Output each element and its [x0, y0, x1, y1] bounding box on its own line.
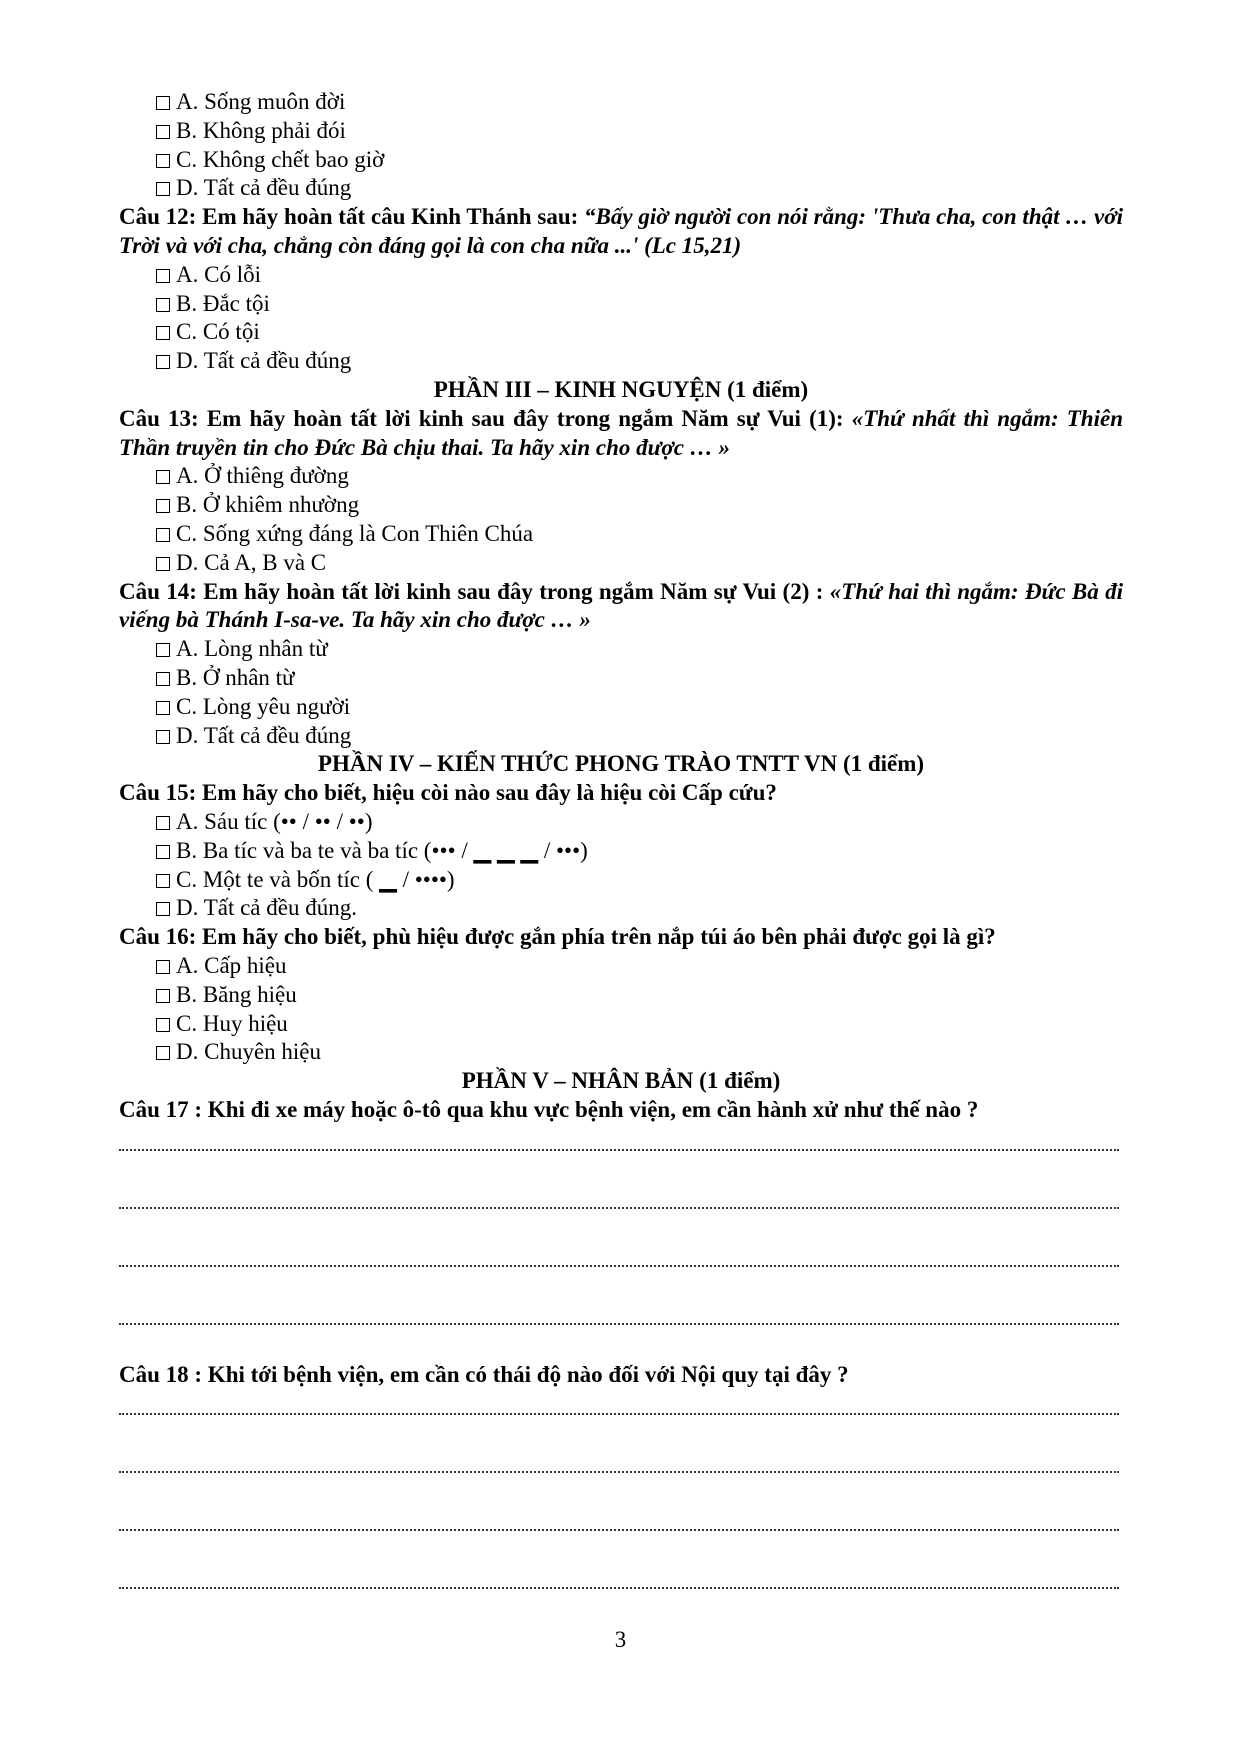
q15-option-a[interactable]: A. Sáu tíc (•• / •• / ••): [119, 808, 1123, 837]
checkbox-icon[interactable]: [156, 528, 170, 542]
checkbox-icon[interactable]: [156, 1018, 170, 1032]
answer-line[interactable]: [119, 1389, 1119, 1415]
checkbox-icon[interactable]: [156, 326, 170, 340]
checkbox-icon[interactable]: [156, 643, 170, 657]
answer-line[interactable]: [119, 1531, 1119, 1589]
checkbox-icon[interactable]: [156, 816, 170, 830]
spacer: [119, 1325, 1123, 1361]
answer-line[interactable]: [119, 1473, 1119, 1531]
q12-option-a[interactable]: A. Có lỗi: [119, 261, 1123, 290]
q14-option-a[interactable]: A. Lòng nhân từ: [119, 635, 1123, 664]
checkbox-icon[interactable]: [156, 355, 170, 369]
q15-question: Câu 15: Em hãy cho biết, hiệu còi nào sau đây là hiệu còi Cấp cứu?: [119, 780, 777, 806]
q16-option-a[interactable]: A. Cấp hiệu: [119, 952, 1123, 981]
q13-option-a[interactable]: A. Ở thiêng đường: [119, 462, 1123, 491]
q13-option-d[interactable]: D. Cả A, B và C: [119, 549, 1123, 578]
checkbox-icon[interactable]: [156, 874, 170, 888]
page-number: 3: [614, 1627, 627, 1652]
checkbox-icon[interactable]: [156, 989, 170, 1003]
checkbox-icon[interactable]: [156, 154, 170, 168]
q15-option-b[interactable]: B. Ba tíc và ba te và ba tíc (••• / ▁ ▁ ▁ / •••): [119, 837, 1123, 866]
checkbox-icon[interactable]: [156, 557, 170, 571]
q13-option-b[interactable]: B. Ở khiêm nhường: [119, 491, 1123, 520]
checkbox-icon[interactable]: [156, 182, 170, 196]
q14-option-d[interactable]: D. Tất cả đều đúng: [119, 722, 1123, 751]
q12-option-c[interactable]: C. Có tội: [119, 318, 1123, 347]
q16-option-c[interactable]: C. Huy hiệu: [119, 1010, 1123, 1039]
answer-line[interactable]: [119, 1415, 1119, 1473]
checkbox-icon[interactable]: [156, 1046, 170, 1060]
checkbox-icon[interactable]: [156, 269, 170, 283]
q14-question: Câu 14: Em hãy hoàn tất lời kinh sau đây trong ngắm Năm sự Vui (2) : «Thứ hai thì ngắm: Đức Bà đi viếng bà Thánh I-sa-ve. Ta hãy xin cho được … »: [119, 578, 1124, 633]
answer-line[interactable]: [119, 1267, 1119, 1325]
q16-option-d[interactable]: D. Chuyên hiệu: [119, 1038, 1123, 1067]
checkbox-icon[interactable]: [156, 701, 170, 715]
checkbox-icon[interactable]: [156, 960, 170, 974]
q11-option-c[interactable]: C. Không chết bao giờ: [119, 146, 1123, 175]
checkbox-icon[interactable]: [156, 902, 170, 916]
q15-option-d[interactable]: D. Tất cả đều đúng.: [119, 894, 1123, 923]
answer-line[interactable]: [119, 1151, 1119, 1209]
checkbox-icon[interactable]: [156, 672, 170, 686]
checkbox-icon[interactable]: [156, 470, 170, 484]
q14-option-c[interactable]: C. Lòng yêu người: [119, 693, 1123, 722]
q16-option-b[interactable]: B. Băng hiệu: [119, 981, 1123, 1010]
q11-options: [119, 88, 1123, 203]
q12-question: Câu 12: Em hãy hoàn tất câu Kinh Thánh sau: “Bấy giờ người con nói rằng: 'Thưa cha, con thật … với Trời và với cha, chẳng còn đáng gọi là con cha nữa ...' (Lc 15,21): [119, 204, 1123, 258]
checkbox-icon[interactable]: [156, 298, 170, 312]
checkbox-icon[interactable]: [156, 730, 170, 744]
section-heading-3: PHẦN III – KINH NGUYỆN (1 điểm): [433, 376, 809, 402]
q13-question: Câu 13: Em hãy hoàn tất lời kinh sau đây trong ngắm Năm sự Vui (1): «Thứ nhất thì ngắm: Thiên Thần truyền tin cho Đức Bà chịu thai. Ta hãy xin cho được … »: [119, 405, 1123, 460]
q12-option-b[interactable]: B. Đắc tội: [119, 290, 1123, 319]
q12-option-d[interactable]: D. Tất cả đều đúng: [119, 347, 1123, 376]
answer-line[interactable]: [119, 1125, 1119, 1151]
section-heading-5: PHẦN V – NHÂN BẢN (1 điểm): [461, 1068, 781, 1094]
q14-option-b[interactable]: B. Ở nhân từ: [119, 664, 1123, 693]
q11-option-a[interactable]: A. Sống muôn đời: [119, 88, 1123, 117]
checkbox-icon[interactable]: [156, 96, 170, 110]
answer-line[interactable]: [119, 1209, 1119, 1267]
q13-option-c[interactable]: C. Sống xứng đáng là Con Thiên Chúa: [119, 520, 1123, 549]
section-heading-4: PHẦN IV – KIẾN THỨC PHONG TRÀO TNTT VN (1 điểm): [317, 751, 925, 777]
q15-option-c[interactable]: C. Một te và bốn tíc ( ▁ / ••••): [119, 866, 1123, 895]
q16-question: Câu 16: Em hãy cho biết, phù hiệu được gắn phía trên nắp túi áo bên phải được gọi là gì?: [119, 924, 996, 950]
q11-option-b[interactable]: B. Không phải đói: [119, 117, 1123, 146]
q11-option-d[interactable]: D. Tất cả đều đúng: [119, 174, 1123, 203]
checkbox-icon[interactable]: [156, 499, 170, 513]
checkbox-icon[interactable]: [156, 125, 170, 139]
q18-question: Câu 18 : Khi tới bệnh viện, em cần có thái độ nào đối với Nội quy tại đây ?: [119, 1361, 849, 1387]
checkbox-icon[interactable]: [156, 845, 170, 859]
page-content: [119, 88, 1123, 1589]
q17-question: Câu 17 : Khi đi xe máy hoặc ô-tô qua khu vực bệnh viện, em cần hành xử như thế nào ?: [119, 1096, 979, 1122]
